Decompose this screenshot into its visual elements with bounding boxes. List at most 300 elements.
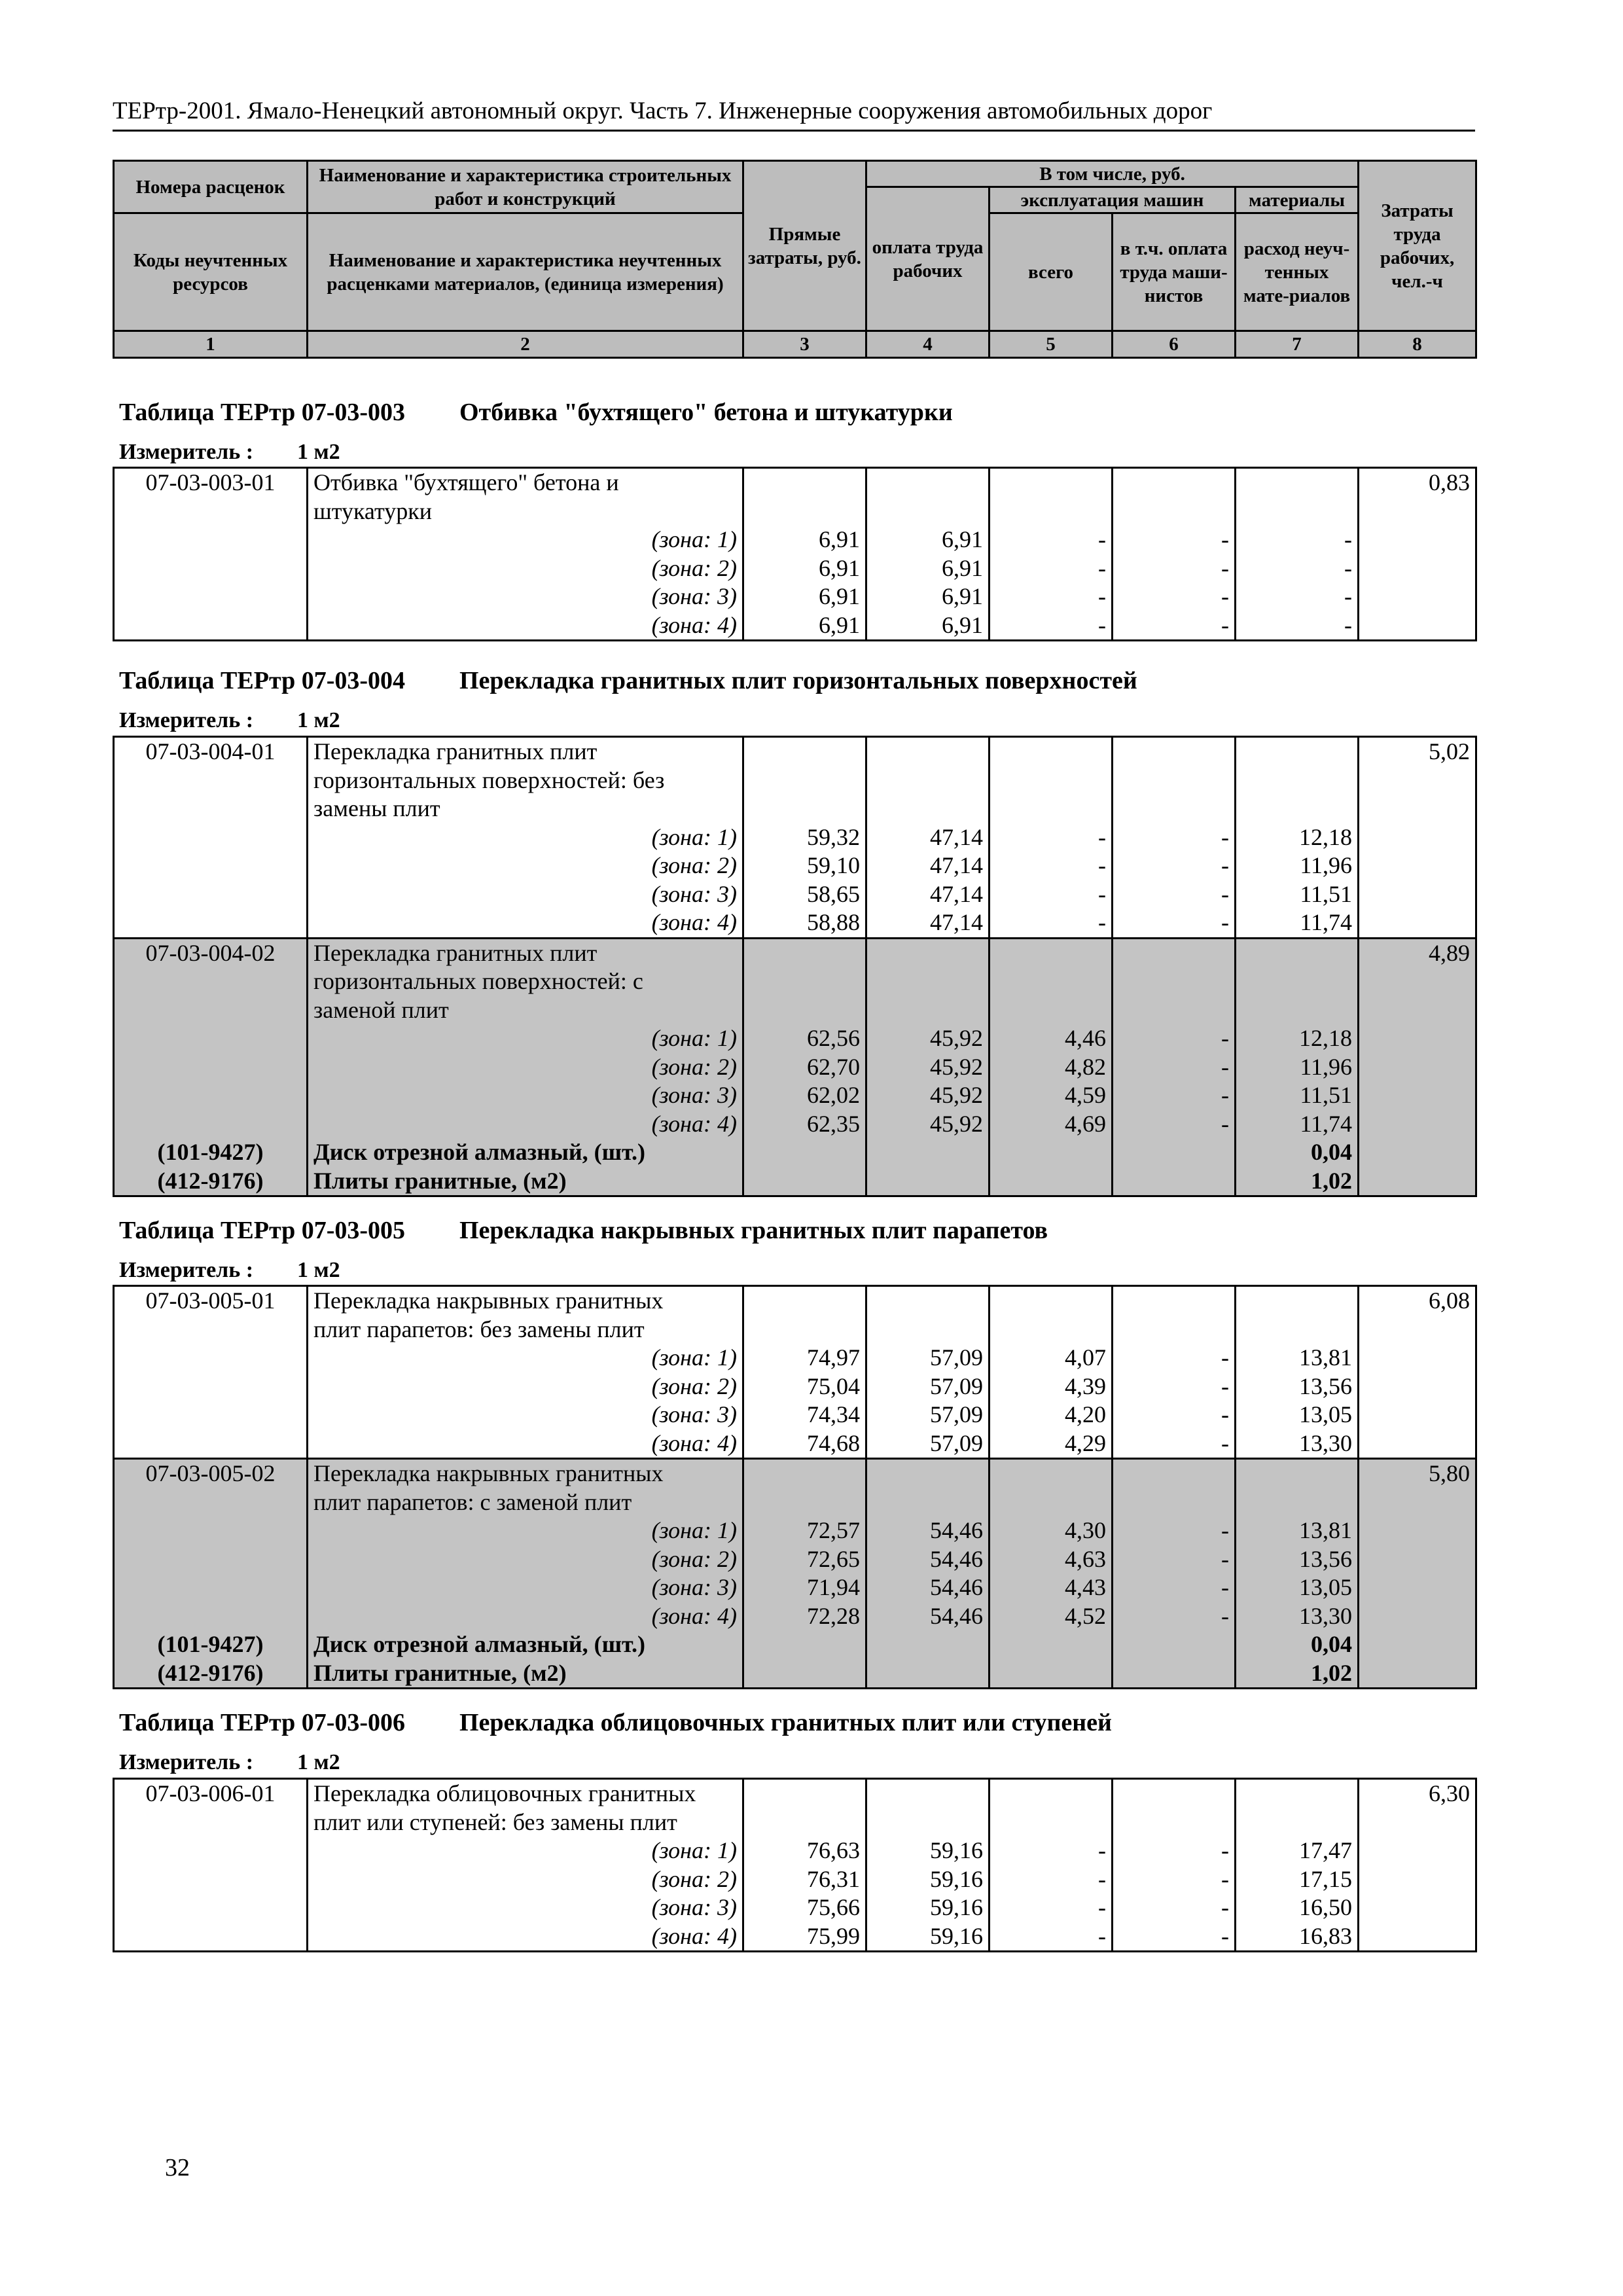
worker-pay-cell [866,795,990,823]
machinist-pay-cell [1113,1630,1236,1659]
machinist-pay-cell: - [1113,1372,1236,1401]
rate-code-cell [114,1429,308,1459]
table-row [114,766,1476,795]
machinist-pay-cell: - [1113,1024,1236,1053]
machinist-pay-cell [1113,1808,1236,1837]
worker-pay-cell: 45,92 [866,1110,990,1139]
zone-cell: (зона: 1) [308,1344,743,1372]
worker-pay-cell [866,1286,990,1316]
zone-cell: (зона: 2) [308,554,743,583]
worker-pay-cell: 57,09 [866,1429,990,1459]
table-row [114,1372,1476,1401]
material-cell [1236,938,1359,967]
machinist-pay-cell: - [1113,1865,1236,1894]
material-cell: 13,30 [1236,1602,1359,1631]
rate-code-cell [114,967,308,996]
machinist-pay-cell [1113,1488,1236,1517]
name-cell: Перекладка накрывных гранитных [308,1286,743,1316]
worker-pay-cell [866,1808,990,1837]
name-cell: плит парапетов: с заменой плит [308,1488,743,1517]
worker-pay-cell: 47,14 [866,880,990,909]
labor-cost-cell [1359,1659,1476,1689]
material-cell: 12,18 [1236,823,1359,852]
worker-pay-cell: 54,46 [866,1602,990,1631]
zone-cell: (зона: 1) [308,1024,743,1053]
machine-cost-cell: 4,82 [990,1053,1113,1082]
rates-table [113,1285,1477,1689]
labor-cost-cell [1359,967,1476,996]
machine-cost-cell: 4,63 [990,1545,1113,1574]
meter-unit: 1 м2 [297,1258,340,1282]
table-row [114,938,1476,967]
rate-code-cell [114,908,308,938]
machinist-pay-cell: - [1113,880,1236,909]
table-title [119,1708,1112,1738]
table-row [114,468,1476,497]
machine-cost-cell: - [990,852,1113,880]
direct-cost-cell: 72,28 [743,1602,866,1631]
rate-code-cell [114,1516,308,1545]
zone-cell: (зона: 2) [308,1545,743,1574]
machine-cost-cell [990,1286,1113,1316]
material-cell: - [1236,554,1359,583]
direct-cost-cell: 6,91 [743,554,866,583]
direct-cost-cell: 6,91 [743,526,866,554]
worker-pay-cell [866,468,990,497]
rate-code-cell [114,1488,308,1517]
table-name: Перекладка гранитных плит горизонтальных поверхностей [459,667,1137,694]
rate-code-cell: 07-03-004-02 [114,938,308,967]
table-row [114,1316,1476,1344]
machinist-pay-cell: - [1113,526,1236,554]
table-row [114,1429,1476,1459]
material-cell: 17,15 [1236,1865,1359,1894]
table-row [114,795,1476,823]
worker-pay-cell: 59,16 [866,1893,990,1922]
direct-cost-cell [743,468,866,497]
direct-cost-cell: 74,97 [743,1344,866,1372]
col-number: 6 [1113,331,1236,358]
machine-cost-cell: - [990,908,1113,938]
worker-pay-cell [866,1316,990,1344]
machine-cost-cell [990,1167,1113,1196]
col-number: 7 [1236,331,1359,358]
page-number: 32 [165,2154,190,2181]
machine-cost-cell: - [990,526,1113,554]
material-cell [1236,497,1359,526]
machine-cost-cell: - [990,1922,1113,1952]
material-cell [1236,1316,1359,1344]
labor-cost-cell [1359,554,1476,583]
direct-cost-cell: 58,65 [743,880,866,909]
name-cell: Диск отрезной алмазный, (шт.) [308,1138,743,1167]
direct-cost-cell: 6,91 [743,583,866,611]
machinist-pay-cell [1113,468,1236,497]
table-row [114,554,1476,583]
direct-cost-cell: 62,35 [743,1110,866,1139]
labor-cost-cell [1359,1545,1476,1574]
zone-cell: (зона: 2) [308,1372,743,1401]
direct-cost-cell [743,737,866,766]
labor-cost-cell [1359,1630,1476,1659]
table-row [114,497,1476,526]
zone-cell: (зона: 1) [308,1837,743,1865]
rate-code-cell: 07-03-006-01 [114,1779,308,1808]
direct-cost-cell: 62,70 [743,1053,866,1082]
labor-cost-cell [1359,1024,1476,1053]
zone-cell: (зона: 3) [308,1893,743,1922]
machine-cost-cell: 4,29 [990,1429,1113,1459]
zone-cell: (зона: 4) [308,1110,743,1139]
material-cell [1236,1459,1359,1488]
direct-cost-cell [743,1779,866,1808]
machine-cost-cell: 4,43 [990,1573,1113,1602]
meter-line [119,1749,340,1776]
machine-cost-cell [990,1659,1113,1689]
direct-cost-cell: 75,99 [743,1922,866,1952]
material-cell: 13,56 [1236,1372,1359,1401]
machine-cost-cell: - [990,583,1113,611]
material-cell: 13,05 [1236,1401,1359,1429]
labor-cost-cell: 5,80 [1359,1459,1476,1488]
machine-cost-cell [990,996,1113,1025]
table-title [119,666,1137,696]
col-number: 5 [990,331,1113,358]
worker-pay-cell [866,1488,990,1517]
machine-cost-cell [990,737,1113,766]
name-cell: плит парапетов: без замены плит [308,1316,743,1344]
labor-cost-cell [1359,526,1476,554]
material-cell: 0,04 [1236,1138,1359,1167]
labor-cost-cell [1359,1167,1476,1196]
worker-pay-cell: 57,09 [866,1344,990,1372]
machinist-pay-cell: - [1113,1110,1236,1139]
machine-cost-cell: 4,52 [990,1602,1113,1631]
machinist-pay-cell: - [1113,1837,1236,1865]
table-id: Таблица ТЕРтр 07-03-005 [119,1217,406,1244]
rate-code-cell [114,823,308,852]
zone-cell: (зона: 4) [308,1429,743,1459]
labor-cost-cell: 6,30 [1359,1779,1476,1808]
machinist-pay-cell: - [1113,1081,1236,1110]
col-number: 3 [743,331,866,358]
direct-cost-cell: 62,02 [743,1081,866,1110]
direct-cost-cell: 6,91 [743,611,866,641]
labor-cost-cell [1359,852,1476,880]
name-cell: Диск отрезной алмазный, (шт.) [308,1630,743,1659]
direct-cost-cell [743,1167,866,1196]
col-number: 1 [114,331,308,358]
zone-cell: (зона: 3) [308,583,743,611]
rate-code-cell [114,1808,308,1837]
material-cell: 11,51 [1236,880,1359,909]
col-number: 2 [308,331,743,358]
rate-code-cell: (101-9427) [114,1138,308,1167]
direct-cost-cell [743,497,866,526]
table-row [114,1053,1476,1082]
name-cell: горизонтальных поверхностей: с [308,967,743,996]
rate-code-cell [114,1053,308,1082]
machinist-pay-cell: - [1113,1429,1236,1459]
material-cell: 11,96 [1236,852,1359,880]
direct-cost-cell [743,1659,866,1689]
name-cell: Перекладка накрывных гранитных [308,1459,743,1488]
rate-code-cell [114,1602,308,1631]
name-cell: Перекладка гранитных плит [308,737,743,766]
material-cell: 11,74 [1236,1110,1359,1139]
meter-line [119,707,340,734]
col-materials: материалы [1236,187,1359,213]
table-row [114,1659,1476,1689]
worker-pay-cell: 54,46 [866,1545,990,1574]
material-cell: - [1236,611,1359,641]
worker-pay-cell [866,996,990,1025]
name-cell: штукатурки [308,497,743,526]
material-cell [1236,1779,1359,1808]
machine-cost-cell [990,497,1113,526]
table-id: Таблица ТЕРтр 07-03-004 [119,667,406,694]
rate-code-cell [114,1344,308,1372]
direct-cost-cell: 74,34 [743,1401,866,1429]
machine-cost-cell [990,1488,1113,1517]
table-row [114,1081,1476,1110]
meter-label: Измеритель : [119,1258,254,1282]
machine-cost-cell [990,468,1113,497]
machine-cost-cell [990,1808,1113,1837]
labor-cost-cell [1359,583,1476,611]
labor-cost-cell [1359,1053,1476,1082]
table-id: Таблица ТЕРтр 07-03-006 [119,1709,406,1736]
machinist-pay-cell: - [1113,1545,1236,1574]
material-cell: 11,96 [1236,1053,1359,1082]
table-row [114,1779,1476,1808]
worker-pay-cell: 57,09 [866,1372,990,1401]
col-resource-codes: Коды неучтенных ресурсов [114,213,308,331]
col-labor-cost: Затраты труда рабочих, чел.-ч [1359,161,1476,331]
direct-cost-cell [743,1138,866,1167]
table-row [114,1286,1476,1316]
material-cell: 13,81 [1236,1516,1359,1545]
direct-cost-cell: 62,56 [743,1024,866,1053]
labor-cost-cell: 0,83 [1359,468,1476,497]
labor-cost-cell [1359,1316,1476,1344]
zone-cell: (зона: 3) [308,1401,743,1429]
rate-code-cell: 07-03-005-01 [114,1286,308,1316]
col-material-name: Наименование и характеристика неучтенных расценками материалов, (единица измерения) [308,213,743,331]
material-cell: 1,02 [1236,1659,1359,1689]
machinist-pay-cell [1113,766,1236,795]
material-cell [1236,795,1359,823]
worker-pay-cell: 57,09 [866,1401,990,1429]
meter-label: Измеритель : [119,1750,254,1774]
labor-cost-cell [1359,611,1476,641]
rate-code-cell [114,1922,308,1952]
worker-pay-cell: 6,91 [866,526,990,554]
machine-cost-cell: - [990,1893,1113,1922]
worker-pay-cell [866,1630,990,1659]
machine-cost-cell: - [990,880,1113,909]
col-including: В том числе, руб. [866,161,1359,187]
rate-code-cell: (101-9427) [114,1630,308,1659]
labor-cost-cell: 5,02 [1359,737,1476,766]
worker-pay-cell [866,766,990,795]
rate-code-cell: 07-03-004-01 [114,737,308,766]
name-cell: Перекладка облицовочных гранитных [308,1779,743,1808]
rate-code-cell [114,852,308,880]
meter-line [119,1257,340,1284]
table-name: Перекладка накрывных гранитных плит парапетов [459,1217,1048,1244]
table-row [114,1893,1476,1922]
zone-cell: (зона: 1) [308,526,743,554]
labor-cost-cell [1359,1372,1476,1401]
col-rate-numbers: Номера расценок [114,161,308,213]
zone-cell: (зона: 4) [308,1922,743,1952]
labor-cost-cell [1359,1602,1476,1631]
machinist-pay-cell [1113,938,1236,967]
col-machine-total: всего [990,213,1113,331]
running-header: ТЕРтр-2001. Ямало-Ненецкий автономный округ. Часть 7. Инженерные сооружения автомобильных дорог [113,97,1475,132]
labor-cost-cell [1359,996,1476,1025]
direct-cost-cell: 75,04 [743,1372,866,1401]
zone-cell: (зона: 4) [308,908,743,938]
table-row [114,880,1476,909]
table-row [114,1459,1476,1488]
machine-cost-cell: 4,59 [990,1081,1113,1110]
machine-cost-cell [990,1630,1113,1659]
machinist-pay-cell: - [1113,823,1236,852]
zone-cell: (зона: 2) [308,1865,743,1894]
labor-cost-cell [1359,1488,1476,1517]
direct-cost-cell [743,1316,866,1344]
col-worker-pay: оплата труда рабочих [866,187,990,331]
name-cell: плит или ступеней: без замены плит [308,1808,743,1837]
col-direct-costs: Прямые затраты, руб. [743,161,866,331]
direct-cost-cell: 76,31 [743,1865,866,1894]
direct-cost-cell: 59,10 [743,852,866,880]
table-row [114,967,1476,996]
zone-cell: (зона: 1) [308,1516,743,1545]
labor-cost-cell [1359,908,1476,938]
table-row [114,526,1476,554]
material-cell [1236,737,1359,766]
material-cell: 0,04 [1236,1630,1359,1659]
table-row [114,1138,1476,1167]
zone-cell: (зона: 1) [308,823,743,852]
labor-cost-cell [1359,1081,1476,1110]
direct-cost-cell: 72,65 [743,1545,866,1574]
labor-cost-cell [1359,766,1476,795]
rate-code-cell [114,1372,308,1401]
labor-cost-cell [1359,1401,1476,1429]
table-row [114,1024,1476,1053]
table-row [114,1602,1476,1631]
worker-pay-cell [866,967,990,996]
machinist-pay-cell: - [1113,1516,1236,1545]
rate-code-cell [114,1081,308,1110]
machine-cost-cell [990,967,1113,996]
col-number: 4 [866,331,990,358]
labor-cost-cell [1359,1516,1476,1545]
machinist-pay-cell: - [1113,852,1236,880]
labor-cost-cell [1359,880,1476,909]
machine-cost-cell: 4,20 [990,1401,1113,1429]
direct-cost-cell [743,1488,866,1517]
zone-cell: (зона: 2) [308,852,743,880]
direct-cost-cell: 74,68 [743,1429,866,1459]
rate-code-cell [114,1401,308,1429]
machine-cost-cell: 4,46 [990,1024,1113,1053]
rate-code-cell [114,1024,308,1053]
material-cell: - [1236,526,1359,554]
table-title [119,1215,1048,1246]
rate-code-cell [114,1110,308,1139]
table-id: Таблица ТЕРтр 07-03-003 [119,399,406,426]
labor-cost-cell [1359,1808,1476,1837]
material-cell [1236,996,1359,1025]
name-cell: Перекладка гранитных плит [308,938,743,967]
material-cell: 11,51 [1236,1081,1359,1110]
table-name: Отбивка "бухтящего" бетона и штукатурки [459,399,953,426]
material-cell: 1,02 [1236,1167,1359,1196]
direct-cost-cell [743,996,866,1025]
table-row [114,737,1476,766]
worker-pay-cell: 59,16 [866,1922,990,1952]
machine-cost-cell [990,1459,1113,1488]
worker-pay-cell: 59,16 [866,1837,990,1865]
direct-cost-cell [743,1808,866,1837]
direct-cost-cell [743,1630,866,1659]
machine-cost-cell [990,1138,1113,1167]
direct-cost-cell: 72,57 [743,1516,866,1545]
machinist-pay-cell: - [1113,1602,1236,1631]
name-cell: замены плит [308,795,743,823]
material-cell [1236,468,1359,497]
material-cell [1236,967,1359,996]
labor-cost-cell [1359,1429,1476,1459]
zone-cell: (зона: 4) [308,611,743,641]
table-row [114,1865,1476,1894]
table-row [114,1344,1476,1372]
worker-pay-cell: 59,16 [866,1865,990,1894]
rate-code-cell [114,1837,308,1865]
name-cell: горизонтальных поверхностей: без [308,766,743,795]
material-cell [1236,1808,1359,1837]
machinist-pay-cell: - [1113,1053,1236,1082]
direct-cost-cell [743,967,866,996]
labor-cost-cell: 6,08 [1359,1286,1476,1316]
material-cell: - [1236,583,1359,611]
rates-table [113,1778,1477,1952]
table-row [114,852,1476,880]
worker-pay-cell: 45,92 [866,1053,990,1082]
machinist-pay-cell: - [1113,908,1236,938]
rate-code-cell: (412-9176) [114,1659,308,1689]
zone-cell: (зона: 4) [308,1602,743,1631]
labor-cost-cell [1359,1837,1476,1865]
direct-cost-cell: 59,32 [743,823,866,852]
rate-code-cell: (412-9176) [114,1167,308,1196]
machinist-pay-cell [1113,967,1236,996]
machine-cost-cell: 4,30 [990,1516,1113,1545]
table-row [114,1808,1476,1837]
table-row [114,1401,1476,1429]
direct-cost-cell [743,938,866,967]
rate-code-cell [114,526,308,554]
machinist-pay-cell [1113,996,1236,1025]
machinist-pay-cell [1113,1316,1236,1344]
column-header-table [113,160,1477,359]
name-cell: Плиты гранитные, (м2) [308,1167,743,1196]
